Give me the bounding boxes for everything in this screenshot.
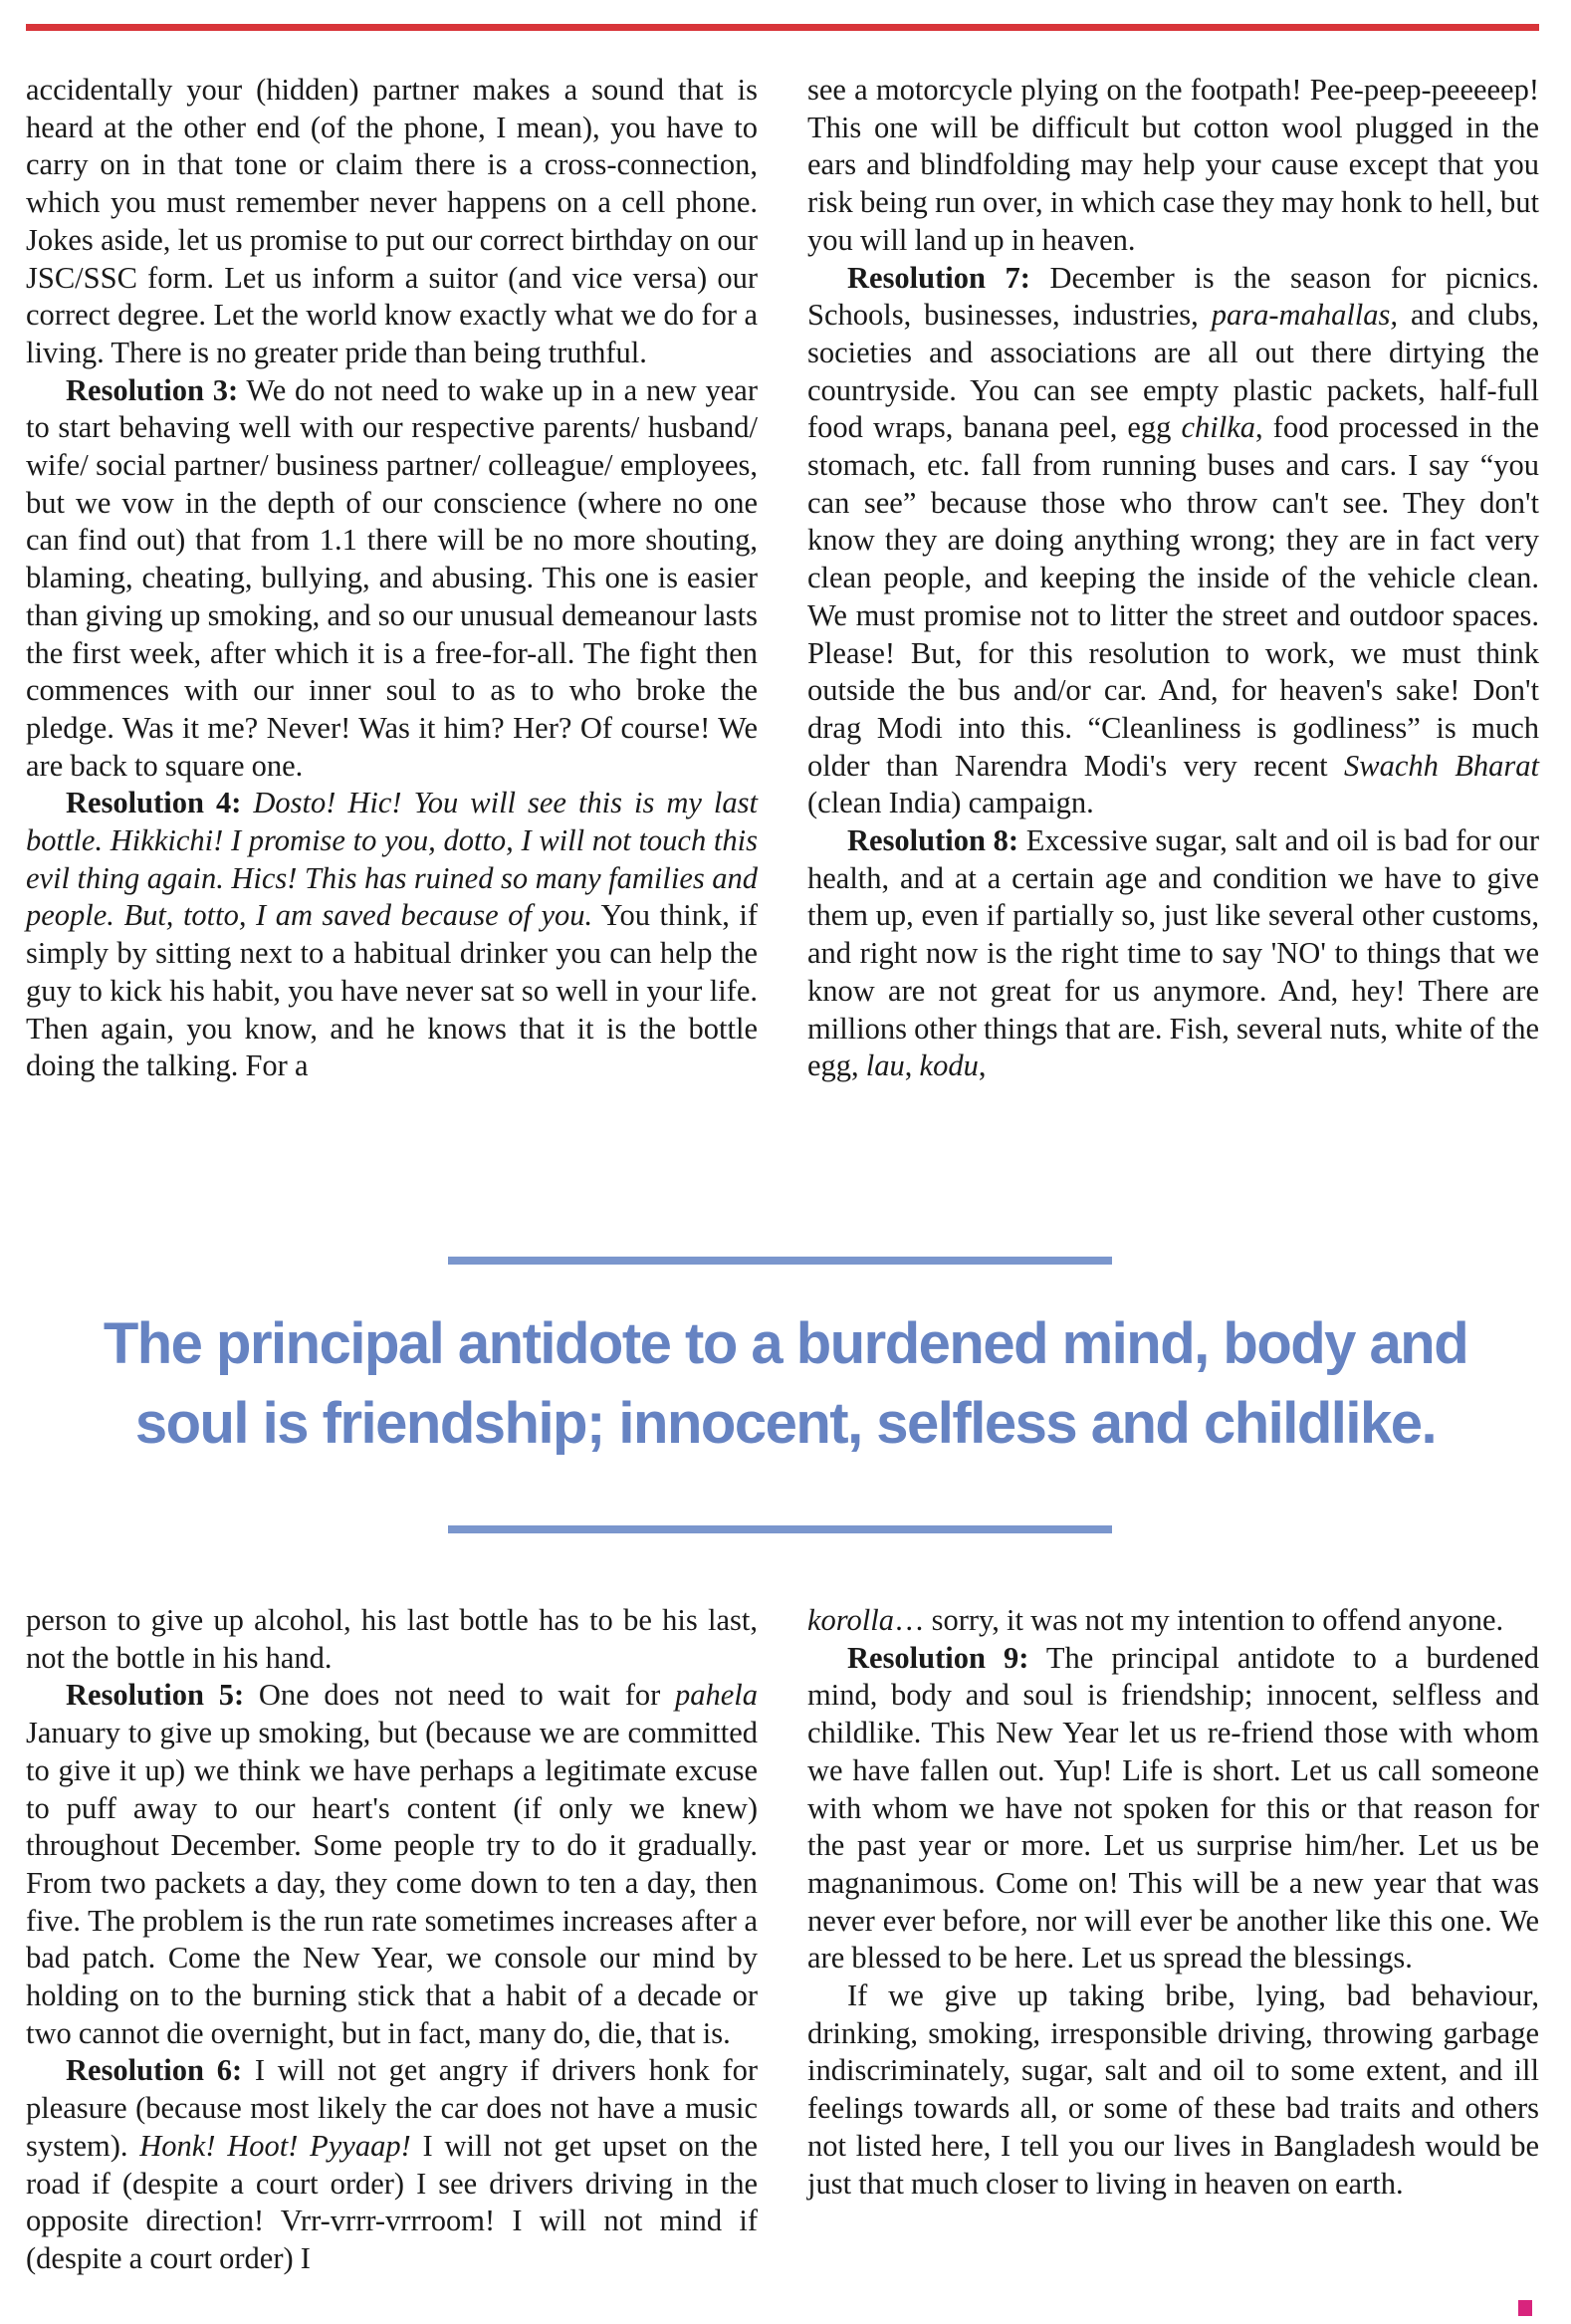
resolution-3-label: Resolution 3: <box>66 372 239 407</box>
resolution-7-label: Resolution 7: <box>847 260 1030 295</box>
article-column-4 <box>807 1602 1539 2203</box>
pullquote <box>60 1304 1511 1464</box>
pullquote-rule-bottom <box>448 1525 1112 1533</box>
resolution-3-paragraph: Resolution 3: We do not need to wake up in a new year to start behaving well with our respective parents/ husband/ wife/ social partner/ business partner/ colleague/ employees, but we vow in the depth of our conscience (where no one can find out) that from 1.1 there will be no more shouting, blaming, cheating, bullying, and abusing. This one is easier than giving up smoking, and so our unusual demeanour lasts the first week, after which it is a free-for-all. The fight then commences with our inner soul to as to who broke the pledge. Was it me? Never! Was it him? Her? Of course! We are back to square one. <box>26 372 759 783</box>
resolution-5-paragraph: Resolution 5: One does not need to wait for pahela January to give up smoking, but (because we are committed to give it up) we think we have perhaps a legitimate excuse to puff away to our heart's content (if only we knew) throughout December. Some people try to do it gradually. From two packets a day, they come down to ten a day, then five. The problem is the run rate sometimes increases after a bad patch. Come the New Year, we console our mind by holding on to the burning stick that a habit of a decade or two cannot die overnight, but in fact, many do, die, that is. <box>26 1678 758 2050</box>
resolution-6-paragraph: Resolution 6: I will not get angry if drivers honk for pleasure (because most likely the car does not have a music system). Honk! Hoot! Pyyaap! I will not get upset on the road if (despite a court order) I see drivers driving in the opposite direction! Vrr-vrrr-vrrroom! I will not mind if (despite a court order) I <box>26 2053 759 2275</box>
article-column-3 <box>26 1602 758 2278</box>
paragraph: person to give up alcohol, his last bottle has to be his last, not the bottle in his hand. <box>26 1603 758 1675</box>
resolution-5-label: Resolution 5: <box>66 1678 245 1713</box>
closing-paragraph: If we give up taking bribe, lying, bad behaviour, drinking, smoking, irresponsible driving, throwing garbage indiscriminately, sugar, salt and oil to some extent, and ill feelings towards all, or some of these bad traits and others not listed here, I tell you our lives in Bangladesh would be just that much closer to living in heaven on earth. <box>807 1978 1539 2201</box>
resolution-7-paragraph: Resolution 7: December is the season for picnics. Schools, businesses, industries, para-mahallas, and clubs, societies and associations are all out there dirtying the countryside. You can see empty plastic packets, half-full food wraps, banana peel, egg chilka, food processed in the stomach, etc. fall from running buses and cars. I say “you can see” because those who throw can't see. They don't know they are doing anything wrong; they are in fact very clean people, and keeping the inside of the vehicle clean. We must promise not to litter the street and outdoor spaces. Please! But, for this resolution to work, we must think outside the bus and/or car. And, for heaven's sake! Don't drag Modi into this. “Cleanliness is godliness” is much older than Narendra Modi's very recent Swachh Bharat (clean India) campaign. <box>807 260 1539 820</box>
resolution-8-paragraph: Resolution 8: Excessive sugar, salt and oil is bad for our health, and at a certain age and condition we have to give them up, even if partially so, just like several other customs, and right now is the right time to say 'NO' to things that we know are not great for us anymore. And, hey! There are millions other things that are. Fish, several nuts, white of the egg, lau, kodu, <box>807 823 1539 1083</box>
pullquote-line-2: soul is friendship; innocent, selfless and childlike. <box>134 1391 1437 1456</box>
paragraph: korolla… sorry, it was not my intention to offend anyone. <box>807 1603 1504 1637</box>
resolution-4-paragraph: Resolution 4: Dosto! Hic! You will see this is my last bottle. Hikkichi! I promise to you, dotto, I will not touch this evil thing again. Hics! This has ruined so many families and people. But, totto, I am saved because of you. You think, if simply by sitting next to a habitual drinker you can help the guy to kick his habit, you have never sat so well in your life. Then again, you know, and he knows that it is the bottle doing the talking. For a <box>26 786 759 1083</box>
end-of-article-marker <box>1518 2300 1532 2316</box>
pullquote-line-1: The principal antidote to a burdened mind, body and <box>103 1311 1468 1376</box>
top-red-rule <box>26 24 1539 31</box>
article-column-1 <box>26 72 758 1085</box>
paragraph: see a motorcycle plying on the footpath! Pee-peep-peeeeep! This one will be difficult but cotton wool plugged in the ears and blindfolding may help your cause except that you risk being run over, in which case they may honk to hell, but you will land up in heaven. <box>807 73 1539 257</box>
resolution-8-label: Resolution 8: <box>847 823 1019 858</box>
resolution-9-paragraph: Resolution 9: The principal antidote to a burdened mind, body and soul is friendship; innocent, selfless and childlike. This New Year let us re-friend those with whom we have fallen out. Yup! Life is short. Let us call someone with whom we have not spoken for this or that reason for the past year or more. Let us surprise him/her. Let us be magnanimous. Come on! This will be a new year that was never ever before, nor will ever be another like this one. We are blessed to be here. Let us spread the blessings. <box>807 1640 1539 1975</box>
resolution-6-label: Resolution 6: <box>66 2053 243 2088</box>
paragraph: accidentally your (hidden) partner makes a sound that is heard at the other end (of the phone, I mean), you have to carry on in that tone or claim there is a cross-connection, which you must remember never happens on a cell phone. Jokes aside, let us promise to put our correct birthday on our JSC/SSC form. Let us inform a suitor (and vice versa) our correct degree. Let the world know exactly what we do for a living. There is no greater pride than being truthful. <box>26 73 758 369</box>
pullquote-rule-top <box>448 1257 1112 1265</box>
article-column-2 <box>807 72 1539 1085</box>
resolution-4-label: Resolution 4: <box>66 786 242 820</box>
resolution-9-label: Resolution 9: <box>847 1640 1029 1675</box>
